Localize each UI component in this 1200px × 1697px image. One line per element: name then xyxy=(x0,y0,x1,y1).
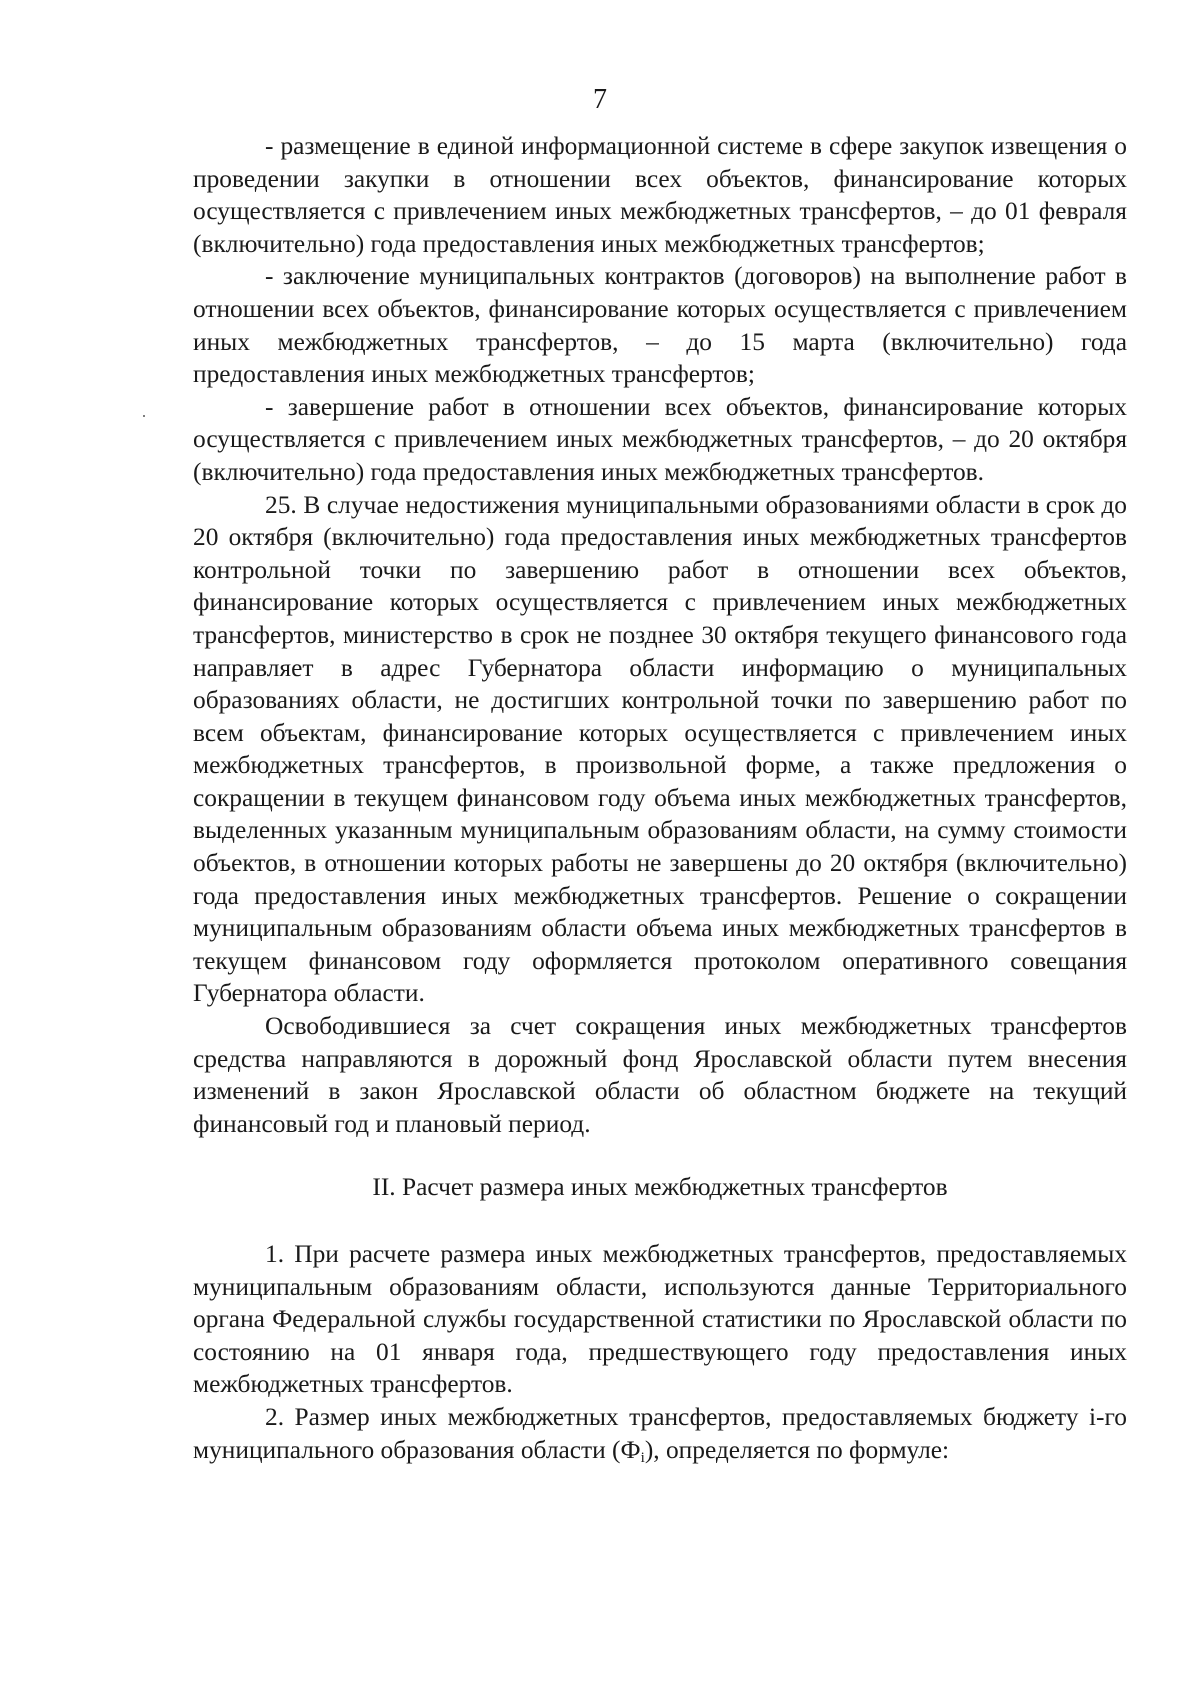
formula-intro-tail: ), определяется по формуле: xyxy=(644,1435,950,1464)
paragraph-works-completion: - завершение работ в отношении всех объектов, финансирование которых осуществляется с привлечением иных межбюджетных трансфертов, – до 20 октября (включительно) года предоставления иных межбюджетных трансфертов. xyxy=(193,392,1127,486)
paragraph-calc-item-1: 1. При расчете размера иных межбюджетных трансфертов, предоставляемых муниципальным образованиям области, используются данные Территориального органа Федеральной службы государственной статистики по Ярославской области по состоянию на 01 января года, предшествующего году предоставления иных межбюджетных трансфертов. xyxy=(193,1240,1127,1399)
page-number: 7 xyxy=(593,84,607,115)
section-heading: II. Расчет размера иных межбюджетных трансфертов xyxy=(372,1173,948,1202)
paragraph-item-25: 25. В случае недостижения муниципальными образованиями области в срок до 20 октября (включительно) года предоставления иных межбюджетных трансфертов контрольной точки по завершению работ в отношении всех объектов, финансирование которых осуществляется с привлечением иных межбюджетных трансфертов, министерство в срок не позднее 30 октября текущего финансового года направляет в адрес Губернатора области информацию о муниципальных образованиях области, не достигших контрольной точки по завершению работ по всем объектам, финансирование которых осуществляется с привлечением иных межбюджетных трансфертов, в произвольной форме, а также предложения о сокращении в текущем финансовом году объема иных межбюджетных трансфертов, выделенных указанным муниципальным образованиям области, на сумму стоимости объектов, в отношении которых работы не завершены до 20 октября (включительно) года предоставления иных межбюджетных трансфертов. Решение о сокращении муниципальным образованиям области объема иных межбюджетных трансфертов в текущем финансовом году оформляется протоколом оперативного совещания Губернатора области. xyxy=(193,490,1127,1008)
formula-intro-text: 2. Размер иных межбюджетных трансфертов, предоставляемых бюджету i-го муниципального образования области (Ф xyxy=(193,1402,1127,1464)
paragraph-calc-item-2 xyxy=(193,1401,1127,1466)
paragraph-procurement-notice: - размещение в единой информационной системе в сфере закупок извещения о проведении закупки в отношении всех объектов, финансирование которых осуществляется с привлечением иных межбюджетных трансфертов, – до 01 февраля (включительно) года предоставления иных межбюджетных трансфертов; xyxy=(193,132,1127,258)
formula-subscript: i xyxy=(640,1448,645,1466)
paragraph-released-funds: Освободившиеся за счет сокращения иных межбюджетных трансфертов средства направляются в дорожный фонд Ярославской области путем внесения изменений в закон Ярославской области об областном бюджете на текущий финансовый год и плановый период. xyxy=(193,1012,1127,1138)
scan-speck xyxy=(143,415,145,417)
paragraph-contracts: - заключение муниципальных контрактов (договоров) на выполнение работ в отношении всех объектов, финансирование которых осуществляется с привлечением иных межбюджетных трансфертов, – до 15 марта (включительно) года предоставления иных межбюджетных трансфертов; xyxy=(193,262,1127,389)
document-body xyxy=(193,130,1127,1466)
